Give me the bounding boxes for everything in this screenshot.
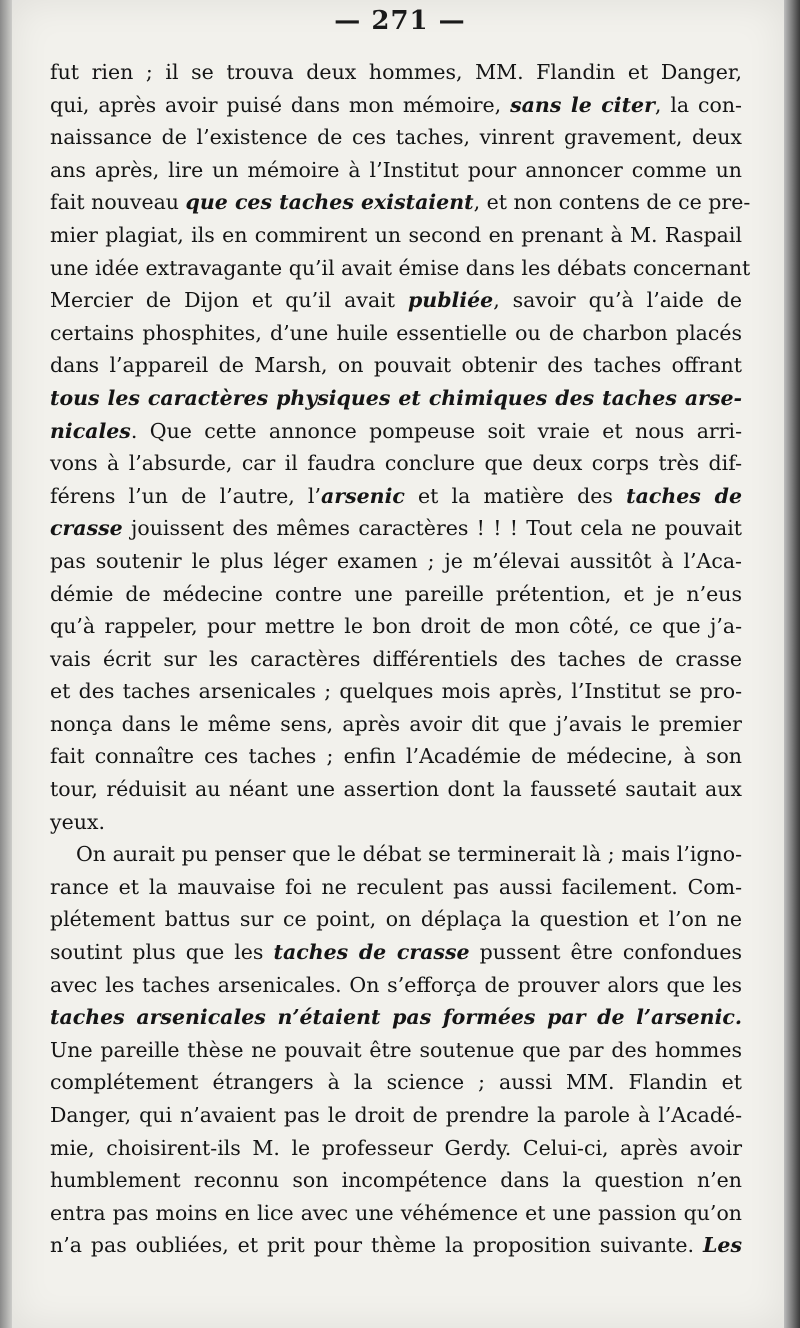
italic-text: crasse: [50, 516, 123, 541]
text-line: [50, 382, 742, 415]
text-line: [50, 871, 742, 904]
text-run: férens l’un de l’autre, l’: [50, 483, 322, 508]
text-run: Une pareille thèse ne pouvait être soutenue que par des hommes: [50, 1037, 742, 1062]
text-line: [50, 708, 742, 741]
text-run: . Que cette annonce pompeuse soit vraie et nous arri-: [130, 418, 742, 443]
text-line: [50, 284, 742, 317]
text-run: une idée extravagante qu’il avait émise dans les débats concernant: [50, 255, 751, 280]
text-line: [50, 1229, 742, 1262]
text-line: [50, 936, 742, 969]
text-run: soutint plus que les: [50, 940, 274, 965]
text-line: [50, 806, 742, 839]
text-line: [50, 1034, 742, 1067]
text-run: nonça dans le même sens, après avoir dit que j’avais le premier: [50, 711, 742, 736]
text-line: [50, 154, 742, 187]
text-run: yeux.: [50, 809, 105, 834]
text-run: fut rien ; il se trouva deux hommes, MM. Flandin et Danger,: [50, 60, 742, 84]
text-run: jouissent des mêmes caractères ! ! ! Tout cela ne pouvait: [122, 516, 742, 541]
text-line: [50, 740, 742, 773]
text-line: [50, 447, 742, 480]
text-run: humblement reconnu son incompétence dans la question n’en: [50, 1168, 742, 1193]
text-run: naissance de l’existence de ces taches, vinrent gravement, deux: [50, 125, 742, 150]
text-line: [50, 610, 742, 643]
text-line: [50, 349, 742, 382]
text-line: [50, 578, 742, 611]
italic-text: nicales: [50, 418, 131, 443]
text-line: [50, 643, 742, 676]
text-run: fait connaître ces taches ; enfin l’Académie de médecine, à son: [50, 744, 742, 769]
body-text: [50, 56, 751, 1262]
text-run: On aurait pu penser que le débat se terminerait là ; mais l’igno-: [76, 842, 742, 867]
text-run: fait nouveau: [50, 190, 186, 215]
text-line: [50, 1164, 742, 1197]
text-run: mier plagiat, ils en commirent un second en prenant à M. Raspail: [50, 222, 742, 247]
text-line: [50, 512, 742, 545]
italic-text: Les: [703, 1233, 742, 1258]
text-line: [50, 903, 742, 936]
page-edge-right: [784, 0, 800, 1328]
text-line: [50, 1197, 742, 1230]
text-run: Danger, qui n’avaient pas le droit de prendre la parole à l’Acadé-: [50, 1103, 742, 1127]
text-line: [50, 252, 751, 285]
text-line: [50, 969, 742, 1002]
text-line: [50, 186, 751, 219]
text-line: [50, 56, 742, 89]
text-line: [50, 1099, 742, 1132]
text-line: [50, 317, 742, 350]
text-run: et des taches arsenicales ; quelques mois après, l’Institut se pro-: [50, 679, 742, 704]
text-run: n’a pas oubliées, et prit pour thème la proposition suivante.: [50, 1233, 703, 1258]
text-run: pussent être confondues: [469, 940, 742, 965]
text-run: Mercier de Dijon et qu’il avait: [50, 288, 408, 313]
text-run: plétement battus sur ce point, on déplaça la question et l’on ne: [50, 907, 742, 932]
italic-text: taches de: [626, 483, 742, 508]
text-run: qu’à rappeler, pour mettre le bon droit de mon côté, ce que j’a-: [50, 614, 742, 639]
text-run: vons à l’absurde, car il faudra conclure que deux corps très dif-: [50, 451, 742, 476]
text-line: [50, 1066, 742, 1099]
text-line: [50, 1001, 742, 1034]
text-line: [50, 415, 742, 448]
text-run: , la con-: [654, 92, 742, 117]
text-run: ans après, lire un mémoire à l’Institut pour annoncer comme un: [50, 157, 742, 182]
text-run: rance et la mauvaise foi ne reculent pas aussi facilement. Com-: [50, 874, 742, 899]
text-line: [50, 121, 742, 154]
text-line: [50, 1132, 742, 1165]
text-run: certains phosphites, d’une huile essentielle ou de charbon placés: [50, 320, 742, 345]
italic-text: publiée: [407, 288, 494, 313]
text-line: [50, 219, 742, 252]
text-run: vais écrit sur les caractères différentiels des taches de crasse: [50, 646, 742, 671]
text-run: et la matière des: [404, 483, 627, 508]
text-run: , savoir qu’à l’aide de: [493, 288, 742, 313]
text-line: [50, 545, 742, 578]
text-run: pas soutenir le plus léger examen ; je m’élevai aussitôt à l’Aca-: [50, 548, 742, 573]
page-number: — 271 —: [334, 6, 466, 36]
text-run: tour, réduisit au néant une assertion dont la fausseté sautait aux: [50, 777, 742, 802]
text-line: [50, 89, 742, 122]
italic-text: sans le citer: [510, 92, 655, 117]
italic-text: tous les caractères physiques et chimiques des taches arse-: [50, 385, 742, 410]
text-line: [50, 773, 742, 806]
text-run: avec les taches arsenicales. On s’efforça de prouver alors que les: [50, 972, 742, 997]
italic-text: taches de crasse: [273, 940, 470, 965]
text-run: entra pas moins en lice avec une véhémence et une passion qu’on: [50, 1200, 742, 1225]
text-run: dans l’appareil de Marsh, on pouvait obtenir des taches offrant: [50, 353, 742, 378]
text-run: complétement étrangers à la science ; aussi MM. Flandin et: [50, 1070, 742, 1095]
text-run: , et non contens de ce pre-: [473, 190, 751, 215]
text-run: mie, choisirent-ils M. le professeur Gerdy. Celui-ci, après avoir: [50, 1135, 742, 1160]
text-line: [50, 675, 742, 708]
text-line: [50, 480, 742, 513]
italic-text: que ces taches existaient: [185, 190, 474, 215]
italic-text: taches arsenicales n’étaient pas formées par de l’arsenic.: [50, 1005, 742, 1030]
text-run: qui, après avoir puisé dans mon mémoire,: [50, 92, 511, 117]
text-line: [50, 838, 742, 871]
text-run: démie de médecine contre une pareille prétention, et je n’eus: [50, 581, 742, 606]
italic-text: arsenic: [321, 483, 405, 508]
